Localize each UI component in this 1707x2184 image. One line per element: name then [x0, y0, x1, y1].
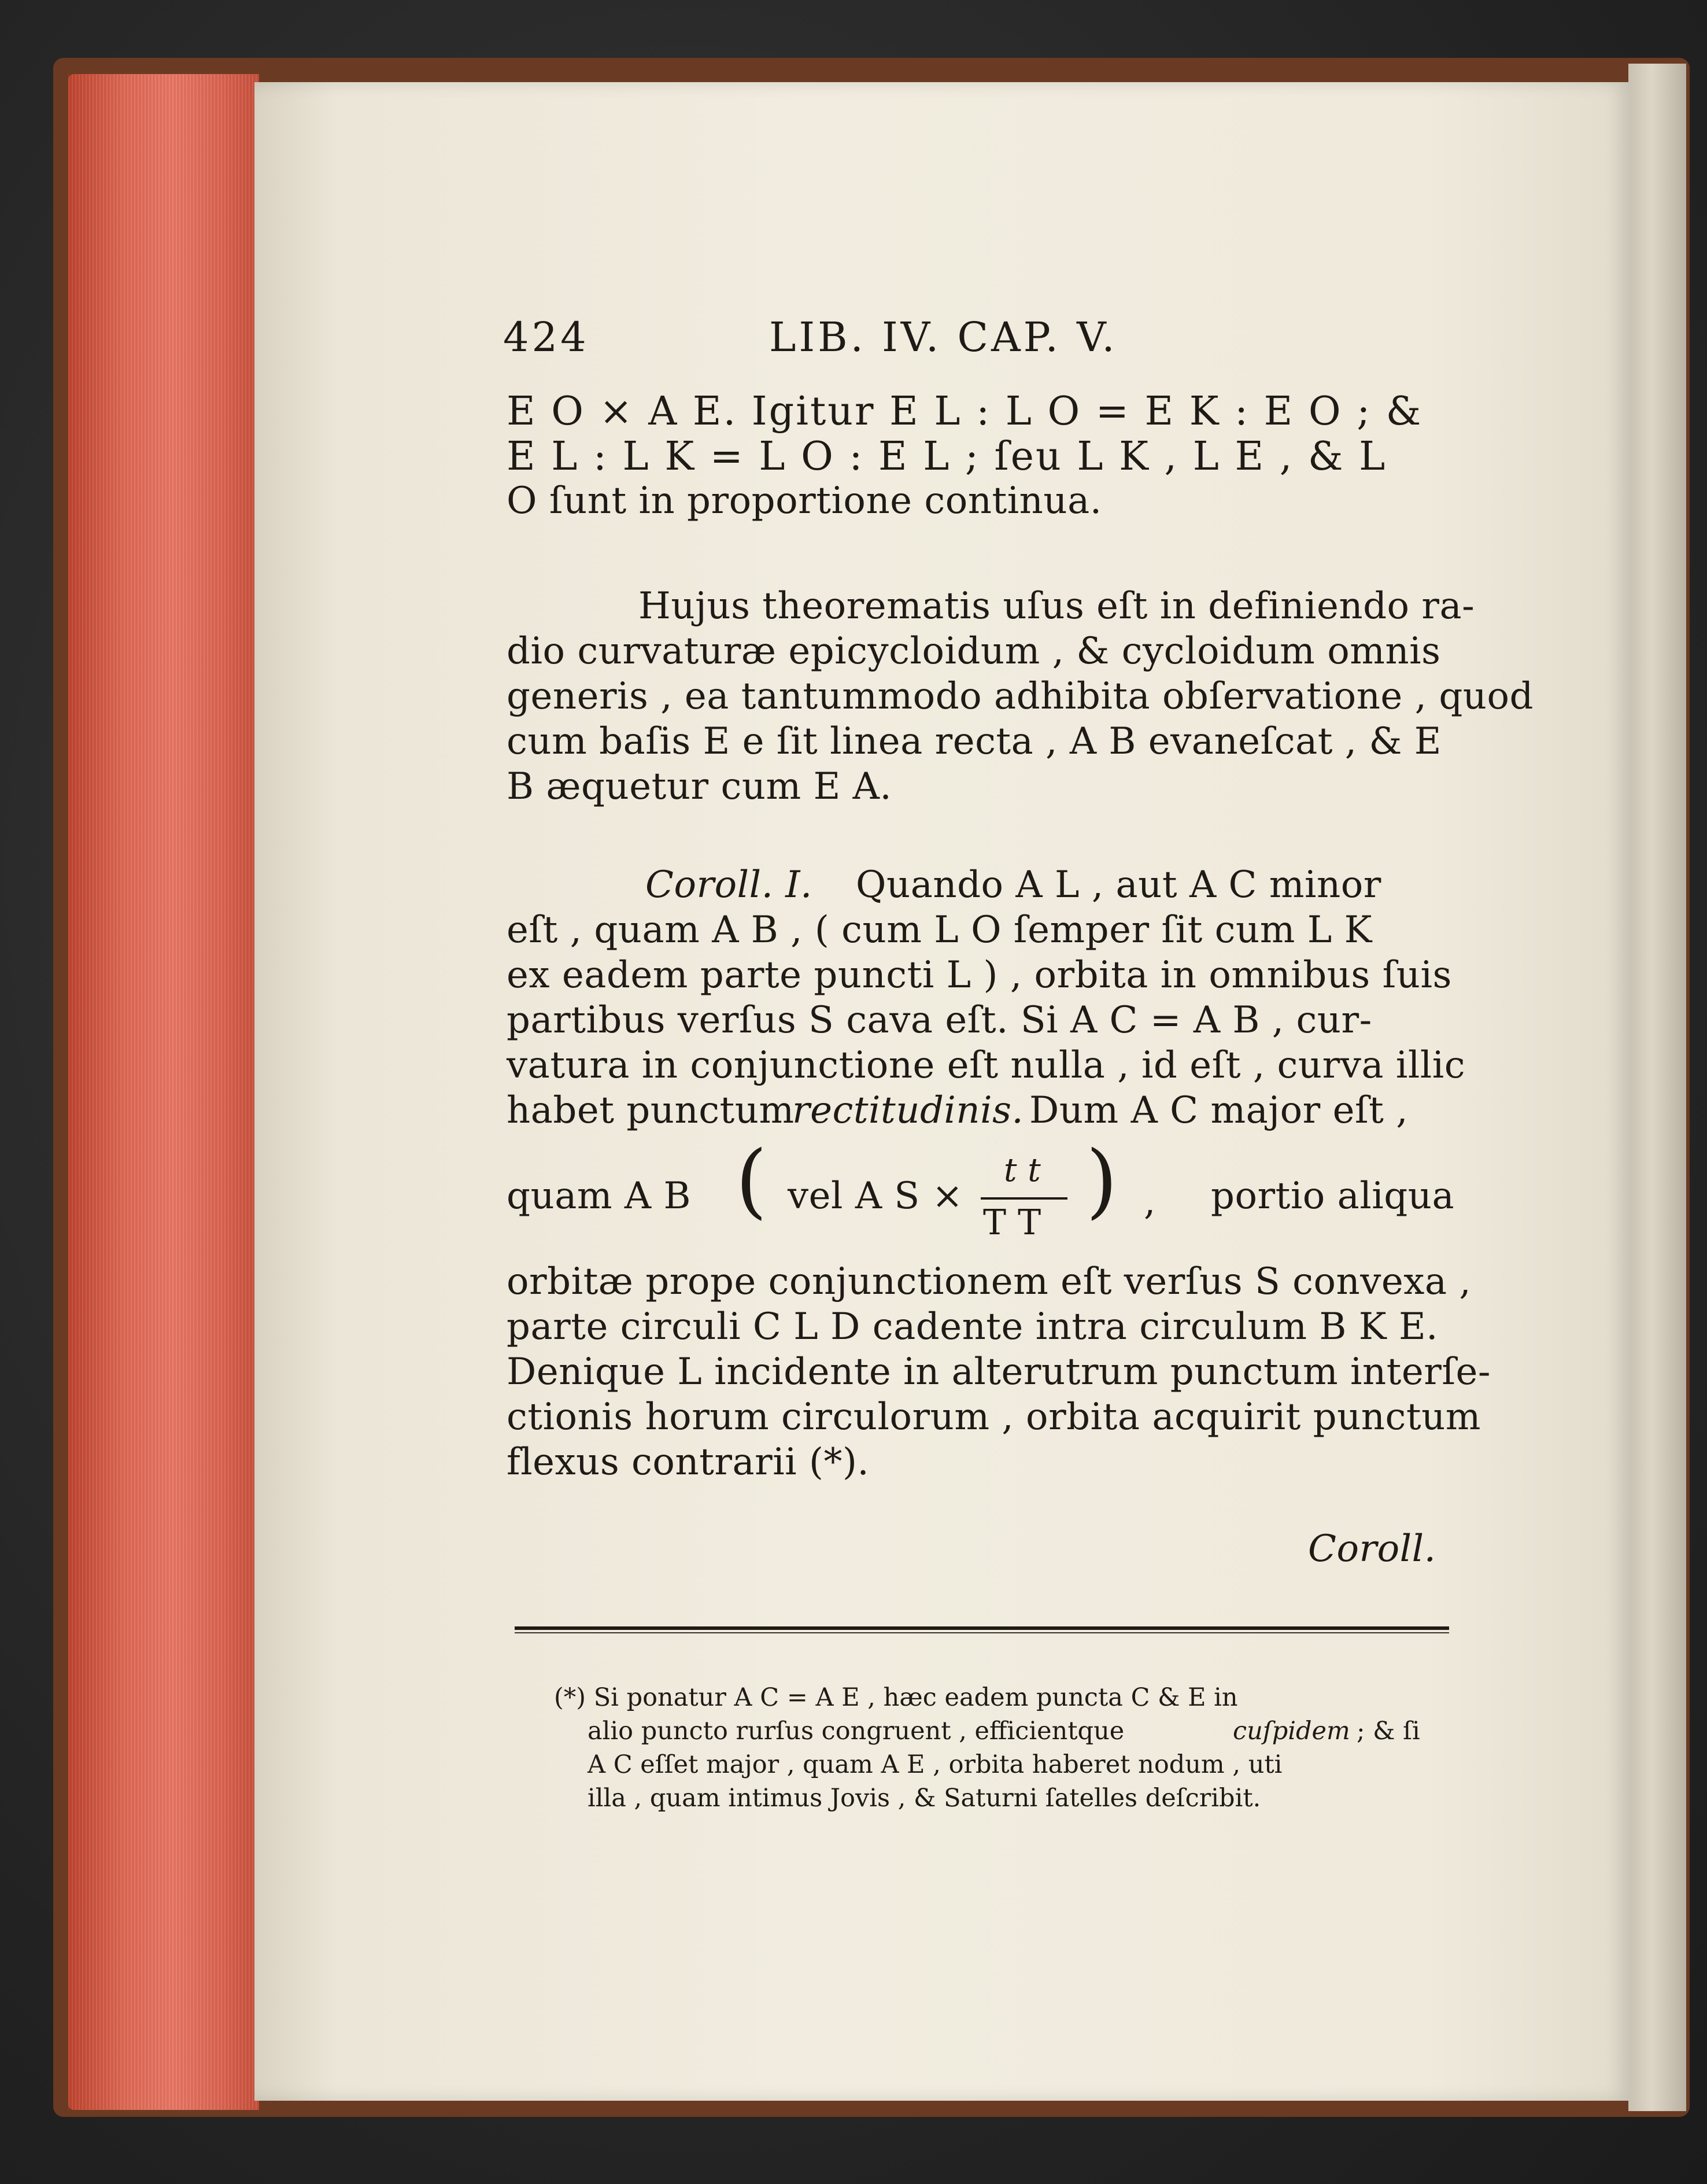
facing-page-edge: [1628, 64, 1686, 2111]
text-line: cum baſis E e ſit linea recta , A B evaneſcat , & E: [507, 720, 1442, 763]
formula-comma: ,: [1144, 1180, 1156, 1223]
page-edge-texture: [68, 74, 259, 2110]
footnote-line-start: alio puncto rurſus congruent , efficientque: [588, 1717, 1125, 1746]
italic-term: rectitudinis.: [792, 1089, 1024, 1132]
footnote-rule-thin: [515, 1632, 1449, 1633]
formula-numerator: t t: [1004, 1152, 1041, 1189]
footnote-line-end: ; & ſi: [1357, 1717, 1420, 1746]
text-line: partibus verſus S cava eſt. Si A C = A B , cur-: [507, 999, 1372, 1042]
text-line: Hujus theorematis uſus eſt in definiendo ra-: [638, 585, 1475, 628]
text-line: O ſunt in proportione continua.: [507, 479, 1102, 522]
text-line-end: Dum A C major eſt ,: [1029, 1089, 1409, 1132]
formula-inner: vel A S ×: [788, 1175, 963, 1218]
formula-open-paren: (: [736, 1134, 767, 1228]
text-line: Quando A L , aut A C minor: [856, 864, 1381, 906]
text-line: E L : L K = L O : E L ; ſeu L K , L E , & L: [507, 434, 1387, 479]
text-line: B æquetur cum E A.: [507, 765, 892, 808]
text-line: ex eadem parte puncti L ) , orbita in omnibus ſuis: [507, 954, 1452, 997]
corollary-label: Coroll. I.: [645, 864, 812, 906]
fraction-bar: [981, 1197, 1067, 1200]
text-line: orbitæ prope conjunctionem eſt verſus S convexa ,: [507, 1260, 1472, 1303]
catchword: Coroll.: [1308, 1528, 1436, 1570]
text-line: eſt , quam A B , ( cum L O ſemper ſit cum L K: [507, 909, 1372, 951]
footnote-line: A C eſſet major , quam A E , orbita haberet nodum , uti: [588, 1750, 1283, 1779]
text-line-start: habet punctum: [507, 1089, 795, 1132]
text-line: Denique L incidente in alterutrum punctum interſe-: [507, 1351, 1491, 1393]
footnote-italic: cuſpidem: [1233, 1717, 1350, 1746]
text-line: parte circuli C L D cadente intra circulum B K E.: [507, 1305, 1438, 1348]
page-number: 424: [503, 313, 589, 361]
text-line: generis , ea tantummodo adhibita obſervatione , quod: [507, 675, 1534, 718]
footnote-line: (*) Si ponatur A C = A E , hæc eadem puncta C & E in: [554, 1683, 1238, 1712]
formula-suffix: portio aliqua: [1211, 1175, 1455, 1218]
footnote-rule: [515, 1626, 1449, 1630]
text-line: vatura in conjunctione eſt nulla , id eſt , curva illic: [507, 1044, 1466, 1087]
text-line: dio curvaturæ epicycloidum , & cycloidum omnis: [507, 630, 1441, 673]
text-line: ctionis horum circulorum , orbita acquirit punctum: [507, 1396, 1481, 1438]
text-line: E O × A E. Igitur E L : L O = E K : E O ; &: [507, 389, 1423, 434]
text-line: flexus contrarii (*).: [507, 1441, 870, 1484]
running-head: LIB. IV. CAP. V.: [769, 313, 1118, 361]
formula-close-paren: ): [1086, 1134, 1118, 1228]
formula-prefix: quam A B: [507, 1175, 691, 1218]
footnote-line: illa , quam intimus Jovis , & Saturni ſatelles deſcribit.: [588, 1784, 1261, 1813]
formula-denominator: T T: [983, 1202, 1041, 1243]
